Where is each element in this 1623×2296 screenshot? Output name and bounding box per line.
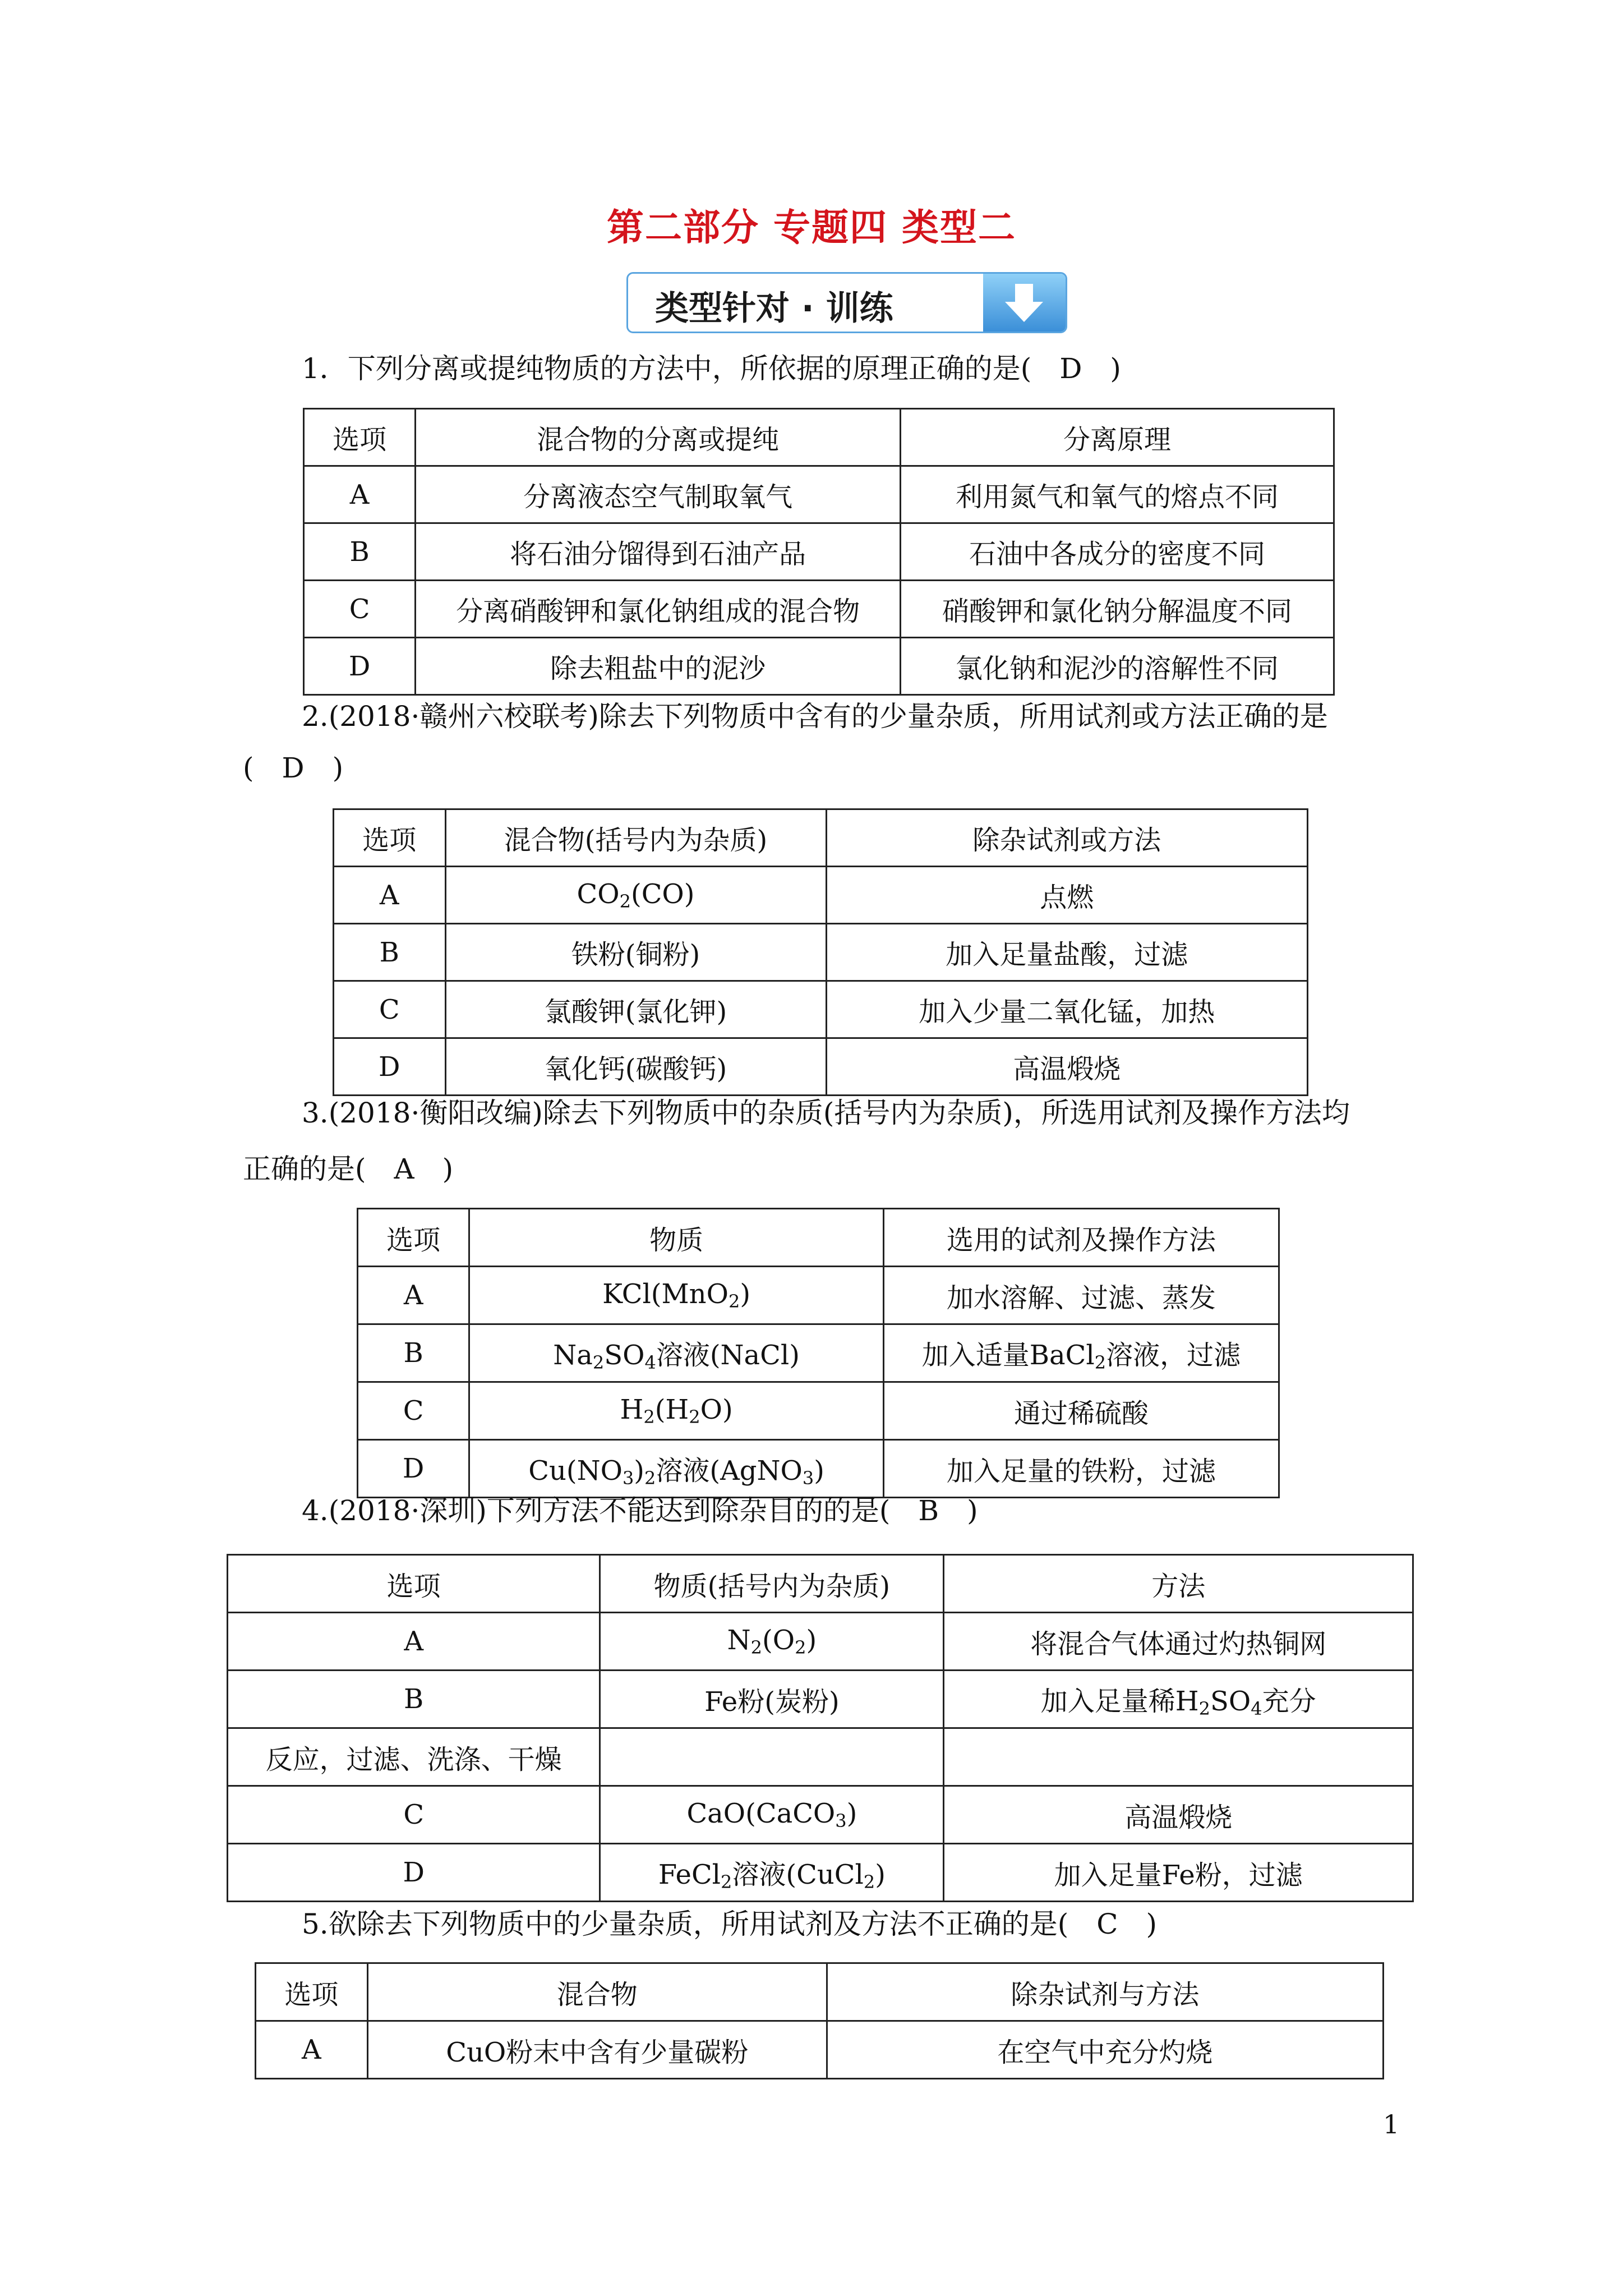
table-cell: A: [334, 867, 446, 924]
header-cell: 选项: [304, 409, 416, 466]
table-cell: D: [334, 1038, 446, 1096]
table-q5: [255, 1962, 1384, 2079]
banner-label: 类型针对 · 训练: [655, 289, 893, 328]
table-row: [304, 581, 1334, 638]
header-cell: 物质: [469, 1209, 884, 1267]
table-q2: [333, 808, 1308, 1096]
table-cell: 通过稀硫酸: [883, 1382, 1279, 1440]
header-cell: 除杂试剂与方法: [827, 1963, 1383, 2021]
table-row: [304, 638, 1334, 695]
table-cell: 分离硝酸钾和氯化钠组成的混合物: [416, 581, 901, 638]
header-cell: 除杂试剂或方法: [826, 809, 1307, 867]
table-header-row: [358, 1209, 1279, 1267]
table-cell: 氯酸钾(氯化钾): [445, 981, 826, 1038]
table-row: [334, 924, 1308, 981]
header-cell: 物质(括号内为杂质): [600, 1555, 944, 1613]
table-cell: C: [304, 581, 416, 638]
question-3-answer: 正确的是( A ): [243, 1153, 454, 1185]
table-row: [228, 1671, 1413, 1728]
table-cell: 分离液态空气制取氧气: [416, 466, 901, 523]
table-cell: A: [256, 2021, 368, 2079]
table-cell: 反应，过滤、洗涤、干燥: [228, 1728, 600, 1786]
table-q4: [227, 1554, 1414, 1902]
table-cell: $Cu(NO_3)_2$溶液(AgNO$_3$): [469, 1440, 884, 1498]
table-cell: Fe粉(炭粉): [600, 1671, 944, 1728]
header-cell: 选项: [228, 1555, 600, 1613]
question-2-answer: ( D ): [243, 752, 344, 784]
table-row: [358, 1324, 1279, 1382]
down-arrow-icon: [983, 274, 1066, 332]
question-2: 2.(2018·赣州六校联考)除去下列物质中含有的少量杂质，所用试剂或方法正确的是: [302, 700, 1328, 733]
table-cell: CuO粉末中含有少量碳粉: [367, 2021, 827, 2079]
header-cell: 分离原理: [901, 409, 1334, 466]
table-cell: CaO(CaCO$_3$): [600, 1786, 944, 1844]
table-cell: $Na_2SO_4$溶液(NaCl): [469, 1324, 884, 1382]
table-cell: [600, 1728, 944, 1786]
header-cell: 混合物: [367, 1963, 827, 2021]
table-header-row: [334, 809, 1308, 867]
table-row: [228, 1728, 1413, 1786]
table-cell: A: [304, 466, 416, 523]
question-3: 3.(2018·衡阳改编)除去下列物质中的杂质(括号内为杂质)，所选用试剂及操作方法均: [302, 1097, 1350, 1129]
table-cell: 加入足量稀$H_2SO_4$充分: [944, 1671, 1413, 1728]
table-cell: D: [304, 638, 416, 695]
table-cell: 加入少量二氧化锰，加热: [826, 981, 1307, 1038]
table-row: [304, 466, 1334, 523]
section-banner: [626, 272, 1067, 333]
table-cell: 将混合气体通过灼热铜网: [944, 1613, 1413, 1671]
table-row: [228, 1613, 1413, 1671]
table-row: [334, 1038, 1308, 1096]
table-row: [304, 523, 1334, 581]
table-cell: 在空气中充分灼烧: [827, 2021, 1383, 2079]
table-cell: 氯化钠和泥沙的溶解性不同: [901, 638, 1334, 695]
table-cell: 氧化钙(碳酸钙): [445, 1038, 826, 1096]
table-cell: C: [358, 1382, 469, 1440]
table-header-row: [256, 1963, 1384, 2021]
table-row: [358, 1267, 1279, 1324]
table-cell: B: [304, 523, 416, 581]
table-cell: 硝酸钾和氯化钠分解温度不同: [901, 581, 1334, 638]
table-cell: KCl(MnO$_2$): [469, 1267, 884, 1324]
header-cell: 混合物的分离或提纯: [416, 409, 901, 466]
table-row: [358, 1440, 1279, 1498]
table-cell: B: [358, 1324, 469, 1382]
question-4: 4.(2018·深圳)下列方法不能达到除杂目的的是( B ): [302, 1494, 978, 1527]
page-title: 第二部分 专题四 类型二: [607, 206, 1016, 249]
header-cell: 选项: [358, 1209, 469, 1267]
table-q1: [303, 408, 1335, 696]
table-cell: B: [334, 924, 446, 981]
table-row: [334, 867, 1308, 924]
table-cell: 加入足量Fe粉，过滤: [944, 1844, 1413, 1902]
table-header-row: [304, 409, 1334, 466]
table-cell: $CO_2(CO)$: [445, 867, 826, 924]
table-cell: 高温煅烧: [826, 1038, 1307, 1096]
header-cell: 方法: [944, 1555, 1413, 1613]
table-cell: 石油中各成分的密度不同: [901, 523, 1334, 581]
table-cell: 加入适量BaCl$_2$溶液，过滤: [883, 1324, 1279, 1382]
table-cell: 加入足量的铁粉，过滤: [883, 1440, 1279, 1498]
table-cell: B: [228, 1671, 600, 1728]
table-cell: D: [358, 1440, 469, 1498]
table-cell: 加入足量盐酸，过滤: [826, 924, 1307, 981]
table-cell: $H_2(H_2O)$: [469, 1382, 884, 1440]
table-cell: C: [228, 1786, 600, 1844]
table-cell: 铁粉(铜粉): [445, 924, 826, 981]
table-cell: FeCl$_2$溶液(CuCl$_2$): [600, 1844, 944, 1902]
header-cell: 混合物(括号内为杂质): [445, 809, 826, 867]
header-cell: 选项: [256, 1963, 368, 2021]
table-cell: A: [358, 1267, 469, 1324]
table-cell: A: [228, 1613, 600, 1671]
table-cell: 高温煅烧: [944, 1786, 1413, 1844]
table-cell: D: [228, 1844, 600, 1902]
table-row: [256, 2021, 1384, 2079]
table-cell: [944, 1728, 1413, 1786]
header-cell: 选项: [334, 809, 446, 867]
question-5: 5.欲除去下列物质中的少量杂质，所用试剂及方法不正确的是( C ): [302, 1908, 1157, 1940]
table-cell: 点燃: [826, 867, 1307, 924]
question-1: 1．下列分离或提纯物质的方法中，所依据的原理正确的是( D ): [302, 352, 1121, 385]
table-cell: $N_2(O_2)$: [600, 1613, 944, 1671]
table-cell: 除去粗盐中的泥沙: [416, 638, 901, 695]
table-cell: 将石油分馏得到石油产品: [416, 523, 901, 581]
table-header-row: [228, 1555, 1413, 1613]
table-row: [228, 1786, 1413, 1844]
table-cell: 利用氮气和氧气的熔点不同: [901, 466, 1334, 523]
table-row: [228, 1844, 1413, 1902]
table-cell: C: [334, 981, 446, 1038]
header-cell: 选用的试剂及操作方法: [883, 1209, 1279, 1267]
table-row: [358, 1382, 1279, 1440]
table-q3: [357, 1208, 1280, 1498]
table-row: [334, 981, 1308, 1038]
table-cell: 加水溶解、过滤、蒸发: [883, 1267, 1279, 1324]
page-number: 1: [1383, 2109, 1400, 2139]
